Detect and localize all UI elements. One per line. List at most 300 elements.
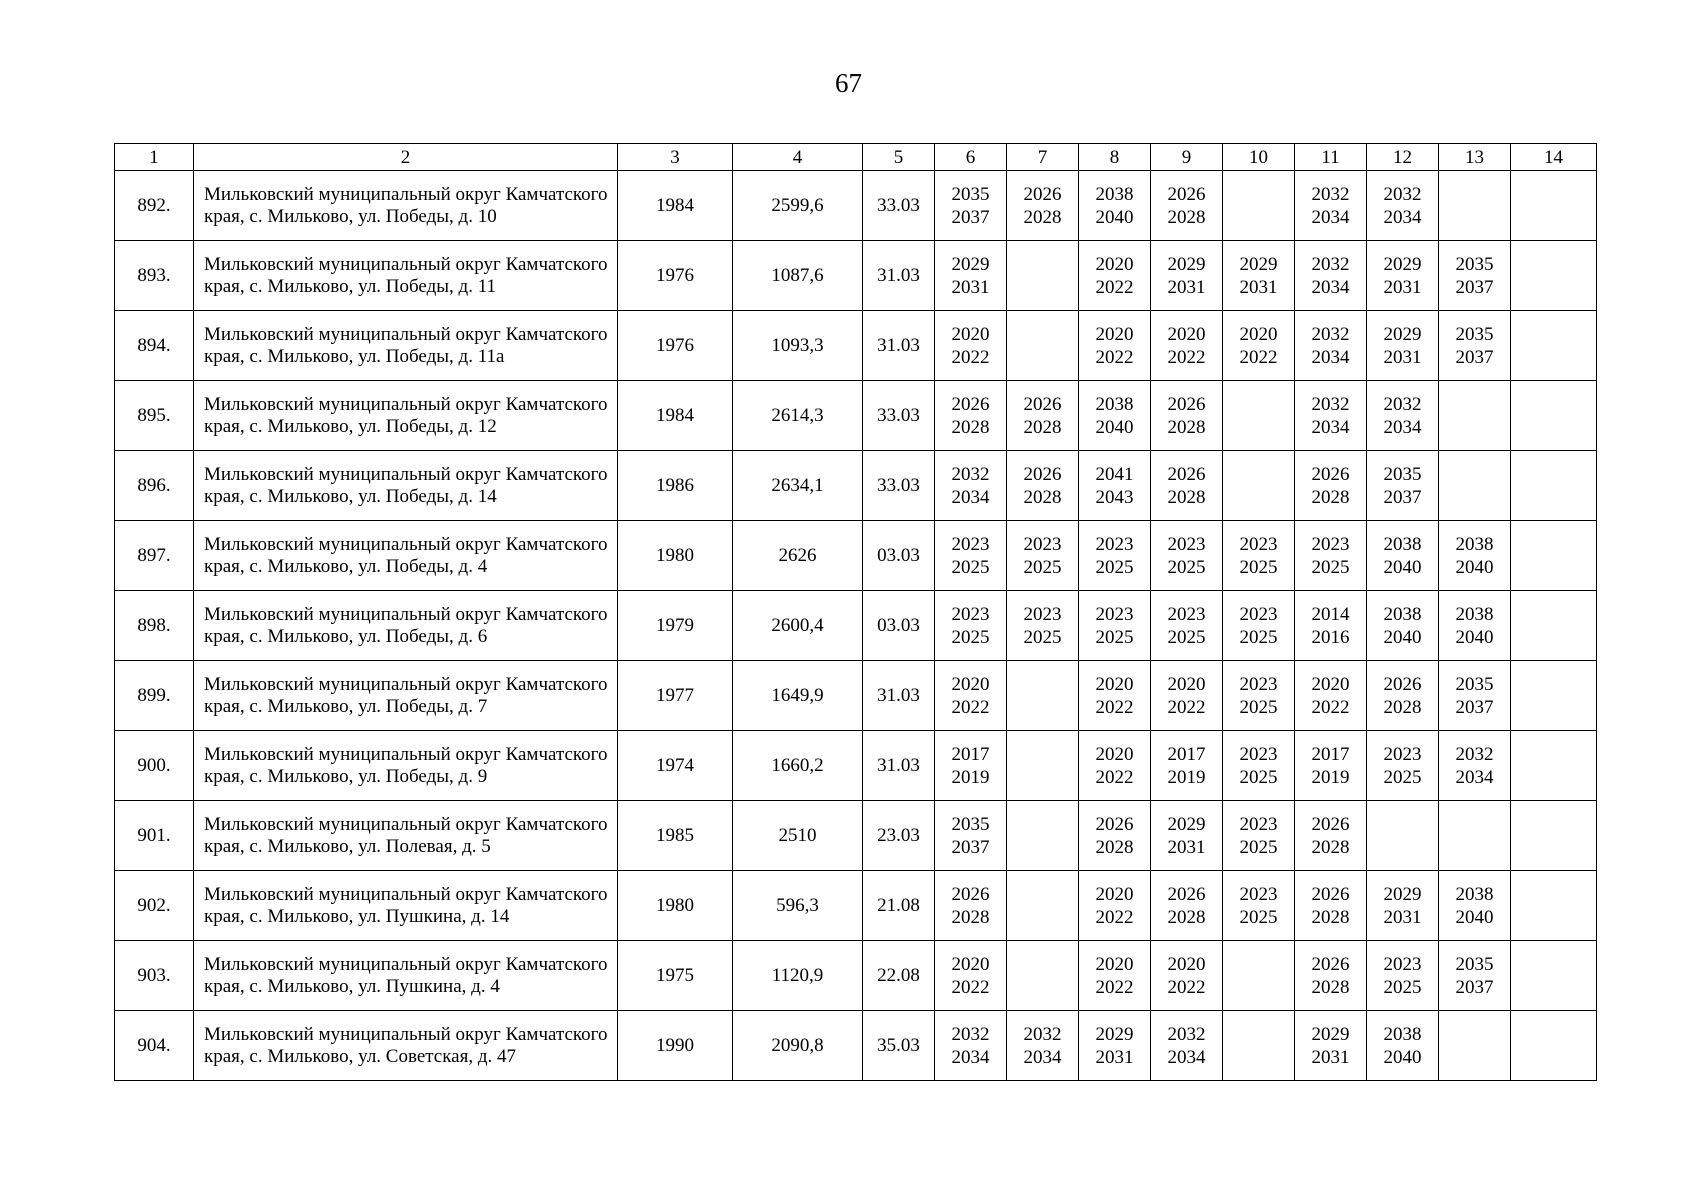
period-start: 2026 <box>1095 813 1134 835</box>
period-end: 2031 <box>1383 346 1422 368</box>
period-start: 2038 <box>1095 183 1134 205</box>
code-cell: 33.03 <box>863 451 935 521</box>
period-cell-c12 <box>1367 241 1439 311</box>
code-cell: 23.03 <box>863 801 935 871</box>
period-cell-c12 <box>1367 381 1439 451</box>
period-end: 2031 <box>1383 906 1422 928</box>
period-start: 2038 <box>1095 393 1134 415</box>
period-cell-c8 <box>1079 171 1151 241</box>
address-cell: Мильковский муниципальный округ Камчатского края, с. Мильково, ул. Победы, д. 10 <box>194 171 618 241</box>
period-end: 2034 <box>951 1046 990 1068</box>
period-cell-c14 <box>1511 591 1597 661</box>
period-end: 2025 <box>951 556 990 578</box>
period-start: 2026 <box>1167 183 1206 205</box>
period-start: 2020 <box>951 673 990 695</box>
area-cell: 2614,3 <box>733 381 863 451</box>
period-cell-c10 <box>1223 871 1295 941</box>
column-header: 14 <box>1511 144 1597 171</box>
period-start: 2029 <box>1167 813 1206 835</box>
period-start: 2023 <box>1383 743 1422 765</box>
period-end: 2034 <box>1023 1046 1062 1068</box>
period-cell-c10 <box>1223 451 1295 521</box>
period-cell-c12 <box>1367 311 1439 381</box>
period-end: 2016 <box>1311 626 1350 648</box>
period-end: 2028 <box>1167 906 1206 928</box>
period-end: 2022 <box>1095 696 1134 718</box>
address-cell: Мильковский муниципальный округ Камчатского края, с. Мильково, ул. Победы, д. 6 <box>194 591 618 661</box>
period-end: 2040 <box>1455 626 1494 648</box>
row-number: 902. <box>115 871 194 941</box>
period-end: 2022 <box>1239 346 1278 368</box>
row-number: 900. <box>115 731 194 801</box>
column-header: 5 <box>863 144 935 171</box>
period-start: 2035 <box>1455 253 1494 275</box>
period-start: 2032 <box>951 463 990 485</box>
year-cell: 1974 <box>618 731 733 801</box>
period-end: 2034 <box>1383 206 1422 228</box>
period-cell-c9 <box>1151 241 1223 311</box>
period-cell-c11 <box>1295 311 1367 381</box>
period-end: 2025 <box>951 626 990 648</box>
period-start: 2023 <box>1239 883 1278 905</box>
period-end: 2031 <box>1383 276 1422 298</box>
area-cell: 2634,1 <box>733 451 863 521</box>
period-end: 2022 <box>951 976 990 998</box>
period-start: 2032 <box>1023 1023 1062 1045</box>
period-cell-c12 <box>1367 941 1439 1011</box>
area-cell: 1093,3 <box>733 311 863 381</box>
period-end: 2031 <box>1095 1046 1134 1068</box>
period-start: 2020 <box>1095 743 1134 765</box>
period-cell-c6 <box>935 801 1007 871</box>
period-cell-c7 <box>1007 171 1079 241</box>
column-header: 6 <box>935 144 1007 171</box>
address-cell: Мильковский муниципальный округ Камчатского края, с. Мильково, ул. Полевая, д. 5 <box>194 801 618 871</box>
period-end: 2031 <box>1239 276 1278 298</box>
year-cell: 1980 <box>618 521 733 591</box>
period-cell-c6 <box>935 241 1007 311</box>
year-cell: 1976 <box>618 311 733 381</box>
period-start: 2023 <box>951 533 990 555</box>
period-cell-c12 <box>1367 171 1439 241</box>
period-cell-c8 <box>1079 801 1151 871</box>
period-cell-c7 <box>1007 731 1079 801</box>
period-start: 2023 <box>1239 603 1278 625</box>
column-header: 4 <box>733 144 863 171</box>
period-cell-c8 <box>1079 1011 1151 1081</box>
period-start: 2041 <box>1095 463 1134 485</box>
period-cell-c7 <box>1007 941 1079 1011</box>
period-start: 2026 <box>1023 183 1062 205</box>
period-cell-c9 <box>1151 171 1223 241</box>
period-cell-c6 <box>935 171 1007 241</box>
year-cell: 1977 <box>618 661 733 731</box>
area-cell: 596,3 <box>733 871 863 941</box>
period-start: 2023 <box>1023 533 1062 555</box>
area-cell: 1120,9 <box>733 941 863 1011</box>
period-end: 2025 <box>1095 626 1134 648</box>
period-cell-c10 <box>1223 731 1295 801</box>
period-end: 2028 <box>1167 486 1206 508</box>
address-cell: Мильковский муниципальный округ Камчатского края, с. Мильково, ул. Победы, д. 11 <box>194 241 618 311</box>
period-start: 2032 <box>1311 253 1350 275</box>
column-header: 11 <box>1295 144 1367 171</box>
period-start: 2017 <box>951 743 990 765</box>
period-end: 2040 <box>1455 556 1494 578</box>
period-start: 2038 <box>1455 883 1494 905</box>
period-cell-c10 <box>1223 941 1295 1011</box>
period-start: 2032 <box>1311 183 1350 205</box>
period-cell-c14 <box>1511 521 1597 591</box>
period-start: 2017 <box>1167 743 1206 765</box>
period-end: 2028 <box>1167 416 1206 438</box>
period-cell-c7 <box>1007 241 1079 311</box>
period-end: 2019 <box>1167 766 1206 788</box>
period-start: 2035 <box>1455 323 1494 345</box>
period-end: 2037 <box>1455 976 1494 998</box>
period-end: 2022 <box>1311 696 1350 718</box>
code-cell: 31.03 <box>863 731 935 801</box>
period-cell-c11 <box>1295 521 1367 591</box>
year-cell: 1990 <box>618 1011 733 1081</box>
period-start: 2026 <box>1311 813 1350 835</box>
period-cell-c14 <box>1511 801 1597 871</box>
period-start: 2023 <box>1023 603 1062 625</box>
period-start: 2035 <box>951 183 990 205</box>
column-header: 3 <box>618 144 733 171</box>
period-end: 2028 <box>1311 976 1350 998</box>
table-row <box>115 171 1597 241</box>
address-cell: Мильковский муниципальный округ Камчатского края, с. Мильково, ул. Победы, д. 14 <box>194 451 618 521</box>
period-cell-c10 <box>1223 1011 1295 1081</box>
period-cell-c9 <box>1151 801 1223 871</box>
period-cell-c10 <box>1223 241 1295 311</box>
period-cell-c13 <box>1439 1011 1511 1081</box>
period-end: 2025 <box>1239 556 1278 578</box>
row-number: 899. <box>115 661 194 731</box>
period-start: 2029 <box>1239 253 1278 275</box>
period-start: 2026 <box>1383 673 1422 695</box>
row-number: 901. <box>115 801 194 871</box>
period-cell-c8 <box>1079 591 1151 661</box>
period-end: 2028 <box>951 416 990 438</box>
row-number: 893. <box>115 241 194 311</box>
period-cell-c13 <box>1439 451 1511 521</box>
period-cell-c12 <box>1367 801 1439 871</box>
period-end: 2028 <box>1311 906 1350 928</box>
address-cell: Мильковский муниципальный округ Камчатского края, с. Мильково, ул. Победы, д. 7 <box>194 661 618 731</box>
period-start: 2029 <box>1383 323 1422 345</box>
column-header: 12 <box>1367 144 1439 171</box>
period-cell-c13 <box>1439 941 1511 1011</box>
period-end: 2037 <box>1455 696 1494 718</box>
period-cell-c11 <box>1295 941 1367 1011</box>
period-start: 2023 <box>1239 673 1278 695</box>
period-end: 2028 <box>1023 416 1062 438</box>
period-end: 2025 <box>1167 556 1206 578</box>
period-start: 2020 <box>1311 673 1350 695</box>
area-cell: 1649,9 <box>733 661 863 731</box>
year-cell: 1986 <box>618 451 733 521</box>
period-end: 2022 <box>1095 906 1134 928</box>
period-start: 2032 <box>951 1023 990 1045</box>
period-cell-c12 <box>1367 451 1439 521</box>
period-start: 2032 <box>1311 393 1350 415</box>
period-start: 2029 <box>1311 1023 1350 1045</box>
year-cell: 1976 <box>618 241 733 311</box>
address-cell: Мильковский муниципальный округ Камчатского края, с. Мильково, ул. Победы, д. 4 <box>194 521 618 591</box>
period-cell-c9 <box>1151 871 1223 941</box>
address-cell: Мильковский муниципальный округ Камчатского края, с. Мильково, ул. Победы, д. 11а <box>194 311 618 381</box>
period-start: 2020 <box>1167 673 1206 695</box>
period-end: 2040 <box>1095 416 1134 438</box>
period-cell-c11 <box>1295 731 1367 801</box>
period-start: 2020 <box>1095 883 1134 905</box>
period-start: 2032 <box>1455 743 1494 765</box>
period-end: 2022 <box>1095 276 1134 298</box>
period-start: 2026 <box>951 393 990 415</box>
period-cell-c13 <box>1439 171 1511 241</box>
period-cell-c13 <box>1439 521 1511 591</box>
period-end: 2037 <box>1455 346 1494 368</box>
table-row <box>115 591 1597 661</box>
period-end: 2022 <box>1167 696 1206 718</box>
column-header: 8 <box>1079 144 1151 171</box>
period-end: 2022 <box>951 346 990 368</box>
address-cell: Мильковский муниципальный округ Камчатского края, с. Мильково, ул. Победы, д. 12 <box>194 381 618 451</box>
row-number: 895. <box>115 381 194 451</box>
period-cell-c8 <box>1079 451 1151 521</box>
table-row <box>115 521 1597 591</box>
period-start: 2020 <box>1095 323 1134 345</box>
period-end: 2025 <box>1239 906 1278 928</box>
period-end: 2037 <box>1383 486 1422 508</box>
period-cell-c6 <box>935 311 1007 381</box>
period-start: 2038 <box>1383 533 1422 555</box>
code-cell: 03.03 <box>863 591 935 661</box>
year-cell: 1980 <box>618 871 733 941</box>
table-row <box>115 871 1597 941</box>
period-end: 2031 <box>951 276 990 298</box>
period-end: 2037 <box>951 206 990 228</box>
period-start: 2026 <box>1167 463 1206 485</box>
period-end: 2025 <box>1167 626 1206 648</box>
period-end: 2028 <box>951 906 990 928</box>
row-number: 892. <box>115 171 194 241</box>
area-cell: 2600,4 <box>733 591 863 661</box>
period-end: 2040 <box>1383 626 1422 648</box>
period-cell-c7 <box>1007 521 1079 591</box>
period-cell-c10 <box>1223 381 1295 451</box>
period-end: 2022 <box>1167 346 1206 368</box>
period-cell-c9 <box>1151 941 1223 1011</box>
table-row <box>115 661 1597 731</box>
period-start: 2035 <box>1455 673 1494 695</box>
table-row <box>115 731 1597 801</box>
row-number: 897. <box>115 521 194 591</box>
column-header: 13 <box>1439 144 1511 171</box>
period-start: 2020 <box>1239 323 1278 345</box>
row-number: 896. <box>115 451 194 521</box>
period-cell-c6 <box>935 871 1007 941</box>
period-cell-c14 <box>1511 941 1597 1011</box>
period-end: 2040 <box>1383 1046 1422 1068</box>
code-cell: 31.03 <box>863 241 935 311</box>
period-cell-c11 <box>1295 241 1367 311</box>
column-header: 7 <box>1007 144 1079 171</box>
table-row <box>115 801 1597 871</box>
period-end: 2028 <box>1311 486 1350 508</box>
code-cell: 35.03 <box>863 1011 935 1081</box>
period-start: 2026 <box>1023 463 1062 485</box>
period-cell-c8 <box>1079 871 1151 941</box>
period-cell-c11 <box>1295 381 1367 451</box>
address-cell: Мильковский муниципальный округ Камчатского края, с. Мильково, ул. Победы, д. 9 <box>194 731 618 801</box>
period-cell-c13 <box>1439 661 1511 731</box>
period-start: 2026 <box>1023 393 1062 415</box>
period-start: 2032 <box>1311 323 1350 345</box>
row-number: 898. <box>115 591 194 661</box>
period-start: 2029 <box>951 253 990 275</box>
period-start: 2038 <box>1455 533 1494 555</box>
period-cell-c8 <box>1079 661 1151 731</box>
period-cell-c14 <box>1511 241 1597 311</box>
period-start: 2023 <box>1167 603 1206 625</box>
period-start: 2023 <box>1095 533 1134 555</box>
period-end: 2025 <box>1239 836 1278 858</box>
period-cell-c6 <box>935 941 1007 1011</box>
period-cell-c7 <box>1007 311 1079 381</box>
period-cell-c6 <box>935 451 1007 521</box>
period-end: 2034 <box>1383 416 1422 438</box>
address-cell: Мильковский муниципальный округ Камчатского края, с. Мильково, ул. Советская, д. 47 <box>194 1011 618 1081</box>
period-cell-c6 <box>935 661 1007 731</box>
period-end: 2028 <box>1383 696 1422 718</box>
area-cell: 2626 <box>733 521 863 591</box>
code-cell: 22.08 <box>863 941 935 1011</box>
period-cell-c13 <box>1439 871 1511 941</box>
period-end: 2028 <box>1023 206 1062 228</box>
period-start: 2014 <box>1311 603 1350 625</box>
period-start: 2026 <box>951 883 990 905</box>
code-cell: 33.03 <box>863 171 935 241</box>
period-cell-c7 <box>1007 661 1079 731</box>
year-cell: 1984 <box>618 171 733 241</box>
year-cell: 1984 <box>618 381 733 451</box>
table-row <box>115 311 1597 381</box>
period-cell-c12 <box>1367 661 1439 731</box>
period-start: 2023 <box>1311 533 1350 555</box>
period-start: 2035 <box>951 813 990 835</box>
period-end: 2034 <box>1167 1046 1206 1068</box>
year-cell: 1985 <box>618 801 733 871</box>
period-start: 2038 <box>1455 603 1494 625</box>
period-cell-c10 <box>1223 521 1295 591</box>
period-cell-c9 <box>1151 661 1223 731</box>
period-cell-c11 <box>1295 591 1367 661</box>
period-cell-c14 <box>1511 311 1597 381</box>
area-cell: 1660,2 <box>733 731 863 801</box>
period-end: 2028 <box>1311 836 1350 858</box>
period-end: 2022 <box>951 696 990 718</box>
table-row <box>115 941 1597 1011</box>
period-start: 2020 <box>1167 323 1206 345</box>
code-cell: 31.03 <box>863 661 935 731</box>
row-number: 894. <box>115 311 194 381</box>
period-cell-c10 <box>1223 661 1295 731</box>
year-cell: 1979 <box>618 591 733 661</box>
year-cell: 1975 <box>618 941 733 1011</box>
period-end: 2019 <box>1311 766 1350 788</box>
table-row <box>115 241 1597 311</box>
period-start: 2020 <box>951 323 990 345</box>
period-end: 2040 <box>1383 556 1422 578</box>
period-end: 2022 <box>1095 976 1134 998</box>
period-cell-c14 <box>1511 1011 1597 1081</box>
period-cell-c12 <box>1367 1011 1439 1081</box>
period-cell-c7 <box>1007 381 1079 451</box>
period-cell-c6 <box>935 591 1007 661</box>
period-cell-c14 <box>1511 171 1597 241</box>
code-cell: 31.03 <box>863 311 935 381</box>
row-number: 904. <box>115 1011 194 1081</box>
period-cell-c14 <box>1511 871 1597 941</box>
address-cell: Мильковский муниципальный округ Камчатского края, с. Мильково, ул. Пушкина, д. 4 <box>194 941 618 1011</box>
header-row <box>115 144 1597 171</box>
period-end: 2031 <box>1311 1046 1350 1068</box>
period-end: 2025 <box>1023 556 1062 578</box>
column-header: 9 <box>1151 144 1223 171</box>
period-start: 2023 <box>1383 953 1422 975</box>
register-table <box>114 143 1597 1081</box>
period-cell-c11 <box>1295 1011 1367 1081</box>
address-cell: Мильковский муниципальный округ Камчатского края, с. Мильково, ул. Пушкина, д. 14 <box>194 871 618 941</box>
period-cell-c10 <box>1223 591 1295 661</box>
column-header: 10 <box>1223 144 1295 171</box>
period-cell-c8 <box>1079 311 1151 381</box>
period-start: 2029 <box>1167 253 1206 275</box>
period-end: 2034 <box>1311 346 1350 368</box>
period-end: 2028 <box>1095 836 1134 858</box>
period-start: 2032 <box>1383 393 1422 415</box>
period-cell-c12 <box>1367 731 1439 801</box>
period-start: 2026 <box>1311 463 1350 485</box>
table-row <box>115 1011 1597 1081</box>
column-header: 2 <box>194 144 618 171</box>
period-end: 2028 <box>1167 206 1206 228</box>
table-row <box>115 381 1597 451</box>
code-cell: 21.08 <box>863 871 935 941</box>
period-start: 2038 <box>1383 603 1422 625</box>
period-cell-c9 <box>1151 381 1223 451</box>
period-cell-c11 <box>1295 801 1367 871</box>
period-start: 2029 <box>1383 883 1422 905</box>
period-cell-c8 <box>1079 731 1151 801</box>
period-cell-c9 <box>1151 731 1223 801</box>
period-cell-c9 <box>1151 451 1223 521</box>
period-end: 2034 <box>1311 206 1350 228</box>
period-end: 2025 <box>1383 766 1422 788</box>
period-end: 2040 <box>1095 206 1134 228</box>
period-start: 2038 <box>1383 1023 1422 1045</box>
period-end: 2031 <box>1167 276 1206 298</box>
period-start: 2029 <box>1095 1023 1134 1045</box>
period-start: 2035 <box>1383 463 1422 485</box>
period-start: 2020 <box>951 953 990 975</box>
period-cell-c12 <box>1367 591 1439 661</box>
period-start: 2020 <box>1095 673 1134 695</box>
period-cell-c12 <box>1367 871 1439 941</box>
